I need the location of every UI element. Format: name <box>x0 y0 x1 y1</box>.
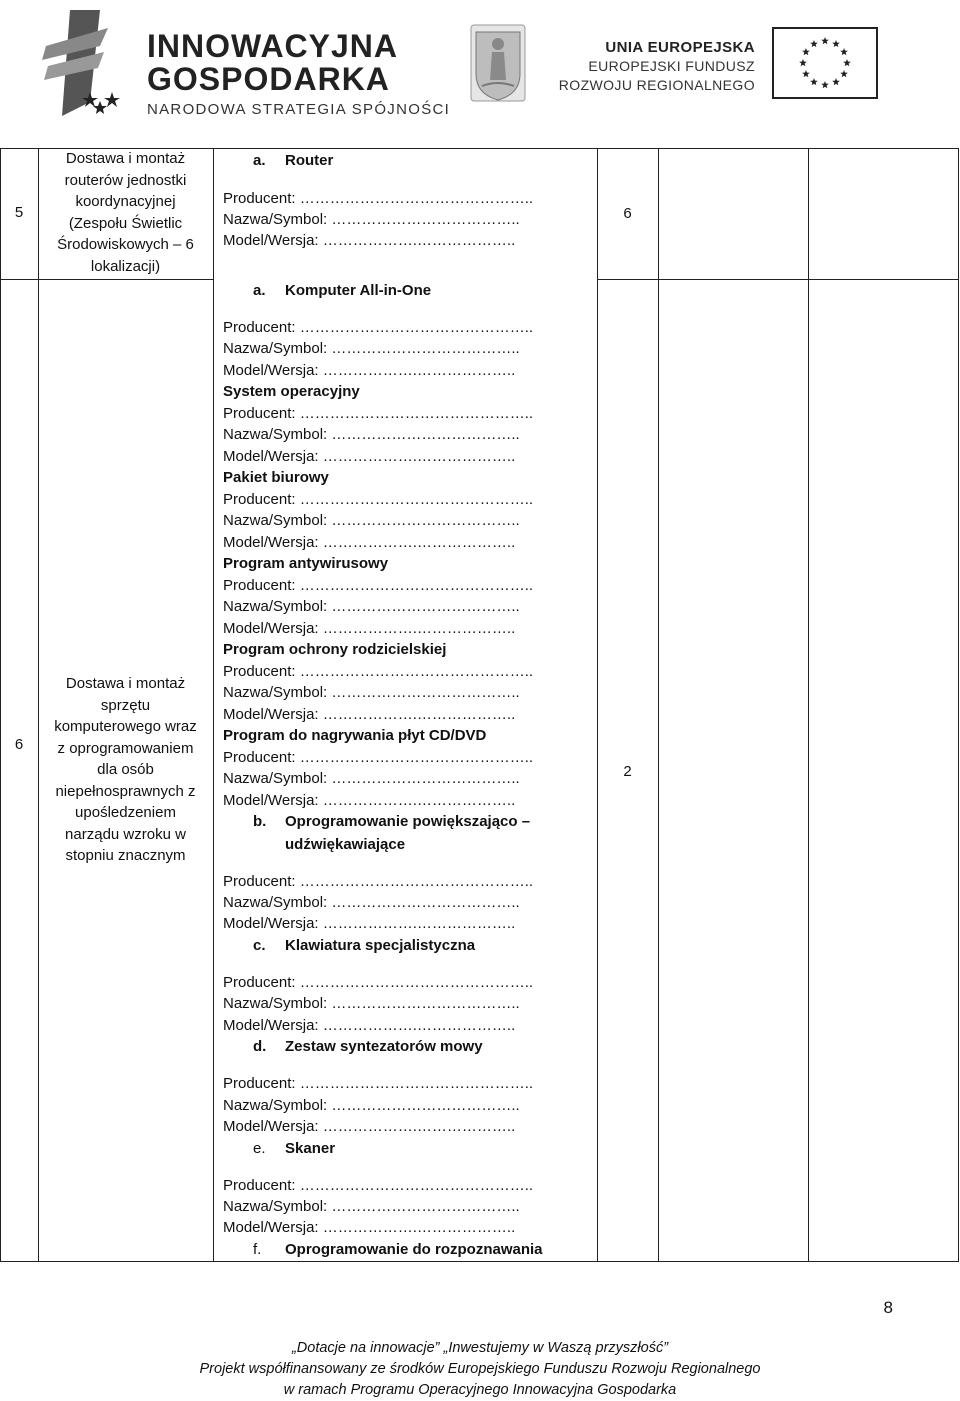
field-producent: Producent: ……………………………………….. <box>223 190 534 207</box>
spec-title-burn: Program do nagrywania płyt CD/DVD <box>223 727 487 744</box>
row-description: Dostawa i montaż routerów jednostki koordynacyjnej (Zespołu Świetlic Środowiskowych – 6 lokalizacji) <box>57 150 194 275</box>
page-footer <box>0 1338 960 1401</box>
list-letter: b. <box>253 813 267 830</box>
field-model: Model/Wersja: ……………….……………….. <box>223 1118 516 1135</box>
spec-title-magnifier-2: udźwiękawiające <box>285 836 406 853</box>
eu-star-icon <box>799 59 807 66</box>
eu-text-block <box>559 38 755 95</box>
list-letter: d. <box>253 1038 267 1055</box>
field-nazwa: Nazwa/Symbol: ……………………………….. <box>223 211 520 228</box>
field-nazwa: Nazwa/Symbol: ……………………………….. <box>223 770 520 787</box>
field-model: Model/Wersja: ……………….……………….. <box>223 232 516 249</box>
spec-title-ocr: Oprogramowanie do rozpoznawania <box>285 1241 543 1258</box>
field-nazwa: Nazwa/Symbol: ……………………………….. <box>223 340 520 357</box>
eu-star-icon <box>832 40 840 47</box>
eu-star-icon <box>840 70 848 77</box>
eu-star-icon <box>843 59 851 66</box>
field-nazwa: Nazwa/Symbol: ……………………………….. <box>223 1097 520 1114</box>
field-model: Model/Wersja: ……………….……………….. <box>223 915 516 932</box>
eu-star-icon <box>802 70 810 77</box>
field-producent: Producent: ……………………………………….. <box>223 873 534 890</box>
field-model: Model/Wersja: ……………….……………….. <box>223 362 516 379</box>
spec-title-aio: Komputer All-in-One <box>285 282 432 299</box>
list-letter: e. <box>253 1140 266 1157</box>
list-letter: a. <box>253 152 266 169</box>
field-nazwa: Nazwa/Symbol: ……………………………….. <box>223 995 520 1012</box>
field-nazwa: Nazwa/Symbol: ……………………………….. <box>223 598 520 615</box>
spec-title-office: Pakiet biurowy <box>223 469 329 486</box>
row-quantity: 2 <box>623 763 632 780</box>
field-producent: Producent: ……………………………………….. <box>223 663 534 680</box>
field-model: Model/Wersja: ……………….……………….. <box>223 1219 516 1236</box>
field-producent: Producent: ……………………………………….. <box>223 974 534 991</box>
innowacyjna-gospodarka-wordmark <box>147 30 450 118</box>
field-model: Model/Wersja: ……………….……………….. <box>223 534 516 551</box>
spec-title-scanner: Skaner <box>285 1140 336 1157</box>
field-nazwa: Nazwa/Symbol: ……………………………….. <box>223 684 520 701</box>
eu-star-icon <box>840 48 848 55</box>
row-description: Dostawa i montaż sprzętu komputerowego wraz z oprogramowaniem dla osób niepełnosprawnych z upośledzeniem narządu wzroku w stopniu znacznym <box>54 675 197 864</box>
field-model: Model/Wersja: ……………….……………….. <box>223 1017 516 1034</box>
field-producent: Producent: ……………………………………….. <box>223 1075 534 1092</box>
items-table <box>0 148 959 1262</box>
eu-star-icon <box>810 40 818 47</box>
list-letter: f. <box>253 1241 262 1258</box>
field-model: Model/Wersja: ……………….……………….. <box>223 448 516 465</box>
field-producent: Producent: ……………………………………….. <box>223 405 534 422</box>
field-producent: Producent: ……………………………………….. <box>223 1177 534 1194</box>
field-nazwa: Nazwa/Symbol: ……………………………….. <box>223 426 520 443</box>
row-number: 6 <box>14 736 24 753</box>
spec-title-antivirus: Program antywirusowy <box>223 555 389 572</box>
row-quantity: 6 <box>623 205 632 222</box>
field-nazwa: Nazwa/Symbol: ……………………………….. <box>223 1198 520 1215</box>
eu-star-icon <box>821 37 829 44</box>
spec-title-keyboard: Klawiatura specjalistyczna <box>285 937 476 954</box>
spec-title-magnifier: Oprogramowanie powiększająco – <box>285 813 531 830</box>
spec-title-parental: Program ochrony rodzicielskiej <box>223 641 447 658</box>
field-producent: Producent: ……………………………………….. <box>223 319 534 336</box>
eu-star-icon <box>802 48 810 55</box>
row-number: 5 <box>14 204 24 221</box>
field-producent: Producent: ……………………………………….. <box>223 577 534 594</box>
field-model: Model/Wersja: ……………….……………….. <box>223 620 516 637</box>
page-number: 8 <box>883 1298 893 1317</box>
eu-line2: EUROPEJSKI FUNDUSZ <box>588 58 755 74</box>
field-producent: Producent: ……………………………………….. <box>223 491 534 508</box>
eu-star-icon <box>810 78 818 85</box>
footer-line1: „Dotacje na innowacje” „Inwestujemy w Waszą przyszłość” <box>291 1340 669 1356</box>
field-producent: Producent: ……………………………………….. <box>223 749 534 766</box>
eu-line3: ROZWOJU REGIONALNEGO <box>558 77 755 93</box>
field-nazwa: Nazwa/Symbol: ……………………………….. <box>223 512 520 529</box>
eu-flag-icon <box>772 27 878 99</box>
page-header <box>0 0 960 130</box>
list-letter: c. <box>253 937 266 954</box>
list-letter: a. <box>253 282 266 299</box>
spec-title-os: System operacyjny <box>223 383 360 400</box>
ig-line3: NARODOWA STRATEGIA SPÓJNOŚCI <box>147 101 451 118</box>
eu-star-icon <box>832 78 840 85</box>
eu-star-icon <box>821 81 829 88</box>
spec-title-tts: Zestaw syntezatorów mowy <box>285 1038 483 1055</box>
field-model: Model/Wersja: ……………….……………….. <box>223 792 516 809</box>
ig-line1: INNOWACYJNA <box>147 28 399 64</box>
field-nazwa: Nazwa/Symbol: ……………………………….. <box>223 894 520 911</box>
coat-of-arms-icon <box>470 24 526 102</box>
eu-line1: UNIA EUROPEJSKA <box>605 39 755 56</box>
footer-line3: w ramach Programu Operacyjnego Innowacyjna Gospodarka <box>283 1382 677 1398</box>
ig-line2: GOSPODARKA <box>147 61 390 97</box>
spec-title-router: Router <box>285 152 334 169</box>
field-model: Model/Wersja: ……………….……………….. <box>223 706 516 723</box>
innowacyjna-gospodarka-logo-icon <box>40 6 140 118</box>
footer-line2: Projekt współfinansowany ze środków Europejskiego Funduszu Rozwoju Regionalnego <box>199 1361 761 1377</box>
